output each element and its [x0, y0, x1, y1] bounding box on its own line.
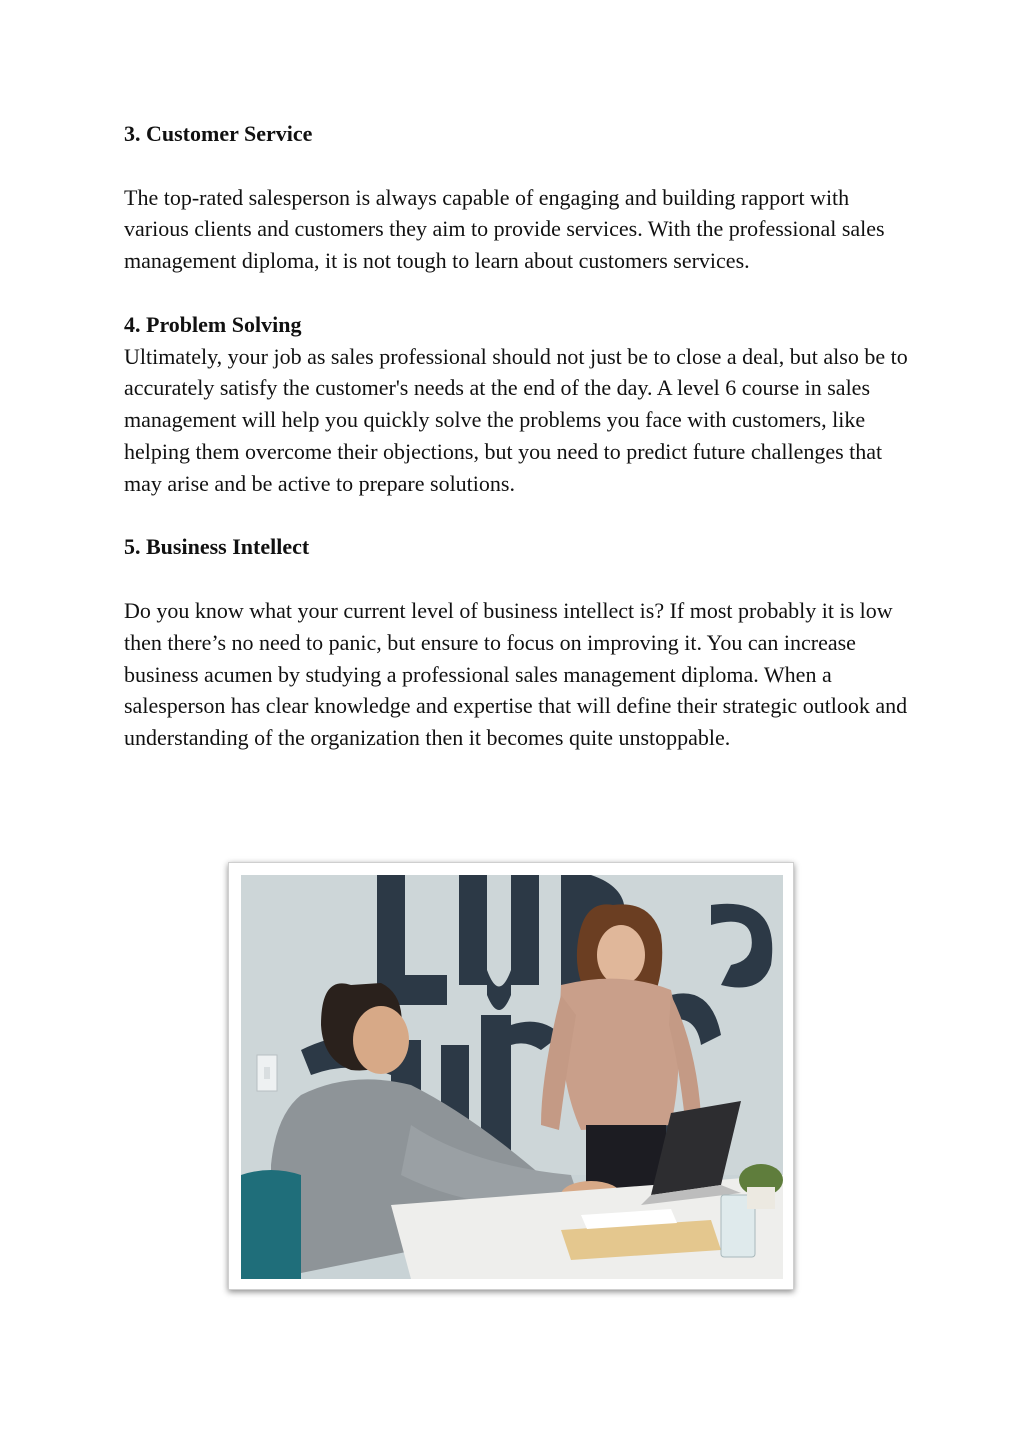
spacer: [124, 500, 914, 532]
office-meeting-photo: [241, 875, 783, 1279]
section-heading-problem-solving: 4. Problem Solving: [124, 311, 302, 337]
section-heading-customer-service: 3. Customer Service: [124, 121, 313, 146]
photo-frame: [228, 862, 794, 1290]
spacer: [124, 277, 914, 309]
paragraph-customer-service: The top-rated salesperson is always capable of engaging and building rapport with various clients and customers they aim to provide services. With the professional sales management diploma, it is not tough to learn about customers services.: [124, 184, 885, 274]
spacer: [124, 563, 914, 595]
document-body: [124, 118, 914, 754]
section-heading-business-intellect: 5. Business Intellect: [124, 534, 310, 560]
spacer: [124, 150, 914, 182]
paragraph-business-intellect: Do you know what your current level of business intellect is? If most probably it is low then there’s no need to panic, but ensure to focus on improving it. You can increase business acumen by studying a professional sales management diploma. When a salesperson has clear knowledge and expertise that will define their strategic outlook and understanding of the organization then it becomes quite unstoppable.: [124, 597, 908, 751]
paragraph-problem-solving: Ultimately, your job as sales professional should not just be to close a deal, but also be to accurately satisfy the customer's needs at the end of the day. A level 6 course in sales management will help you quickly solve the problems you face with customers, like helping them overcome their objections, but you need to predict future challenges that may arise and be active to prepare solutions.: [124, 343, 908, 496]
